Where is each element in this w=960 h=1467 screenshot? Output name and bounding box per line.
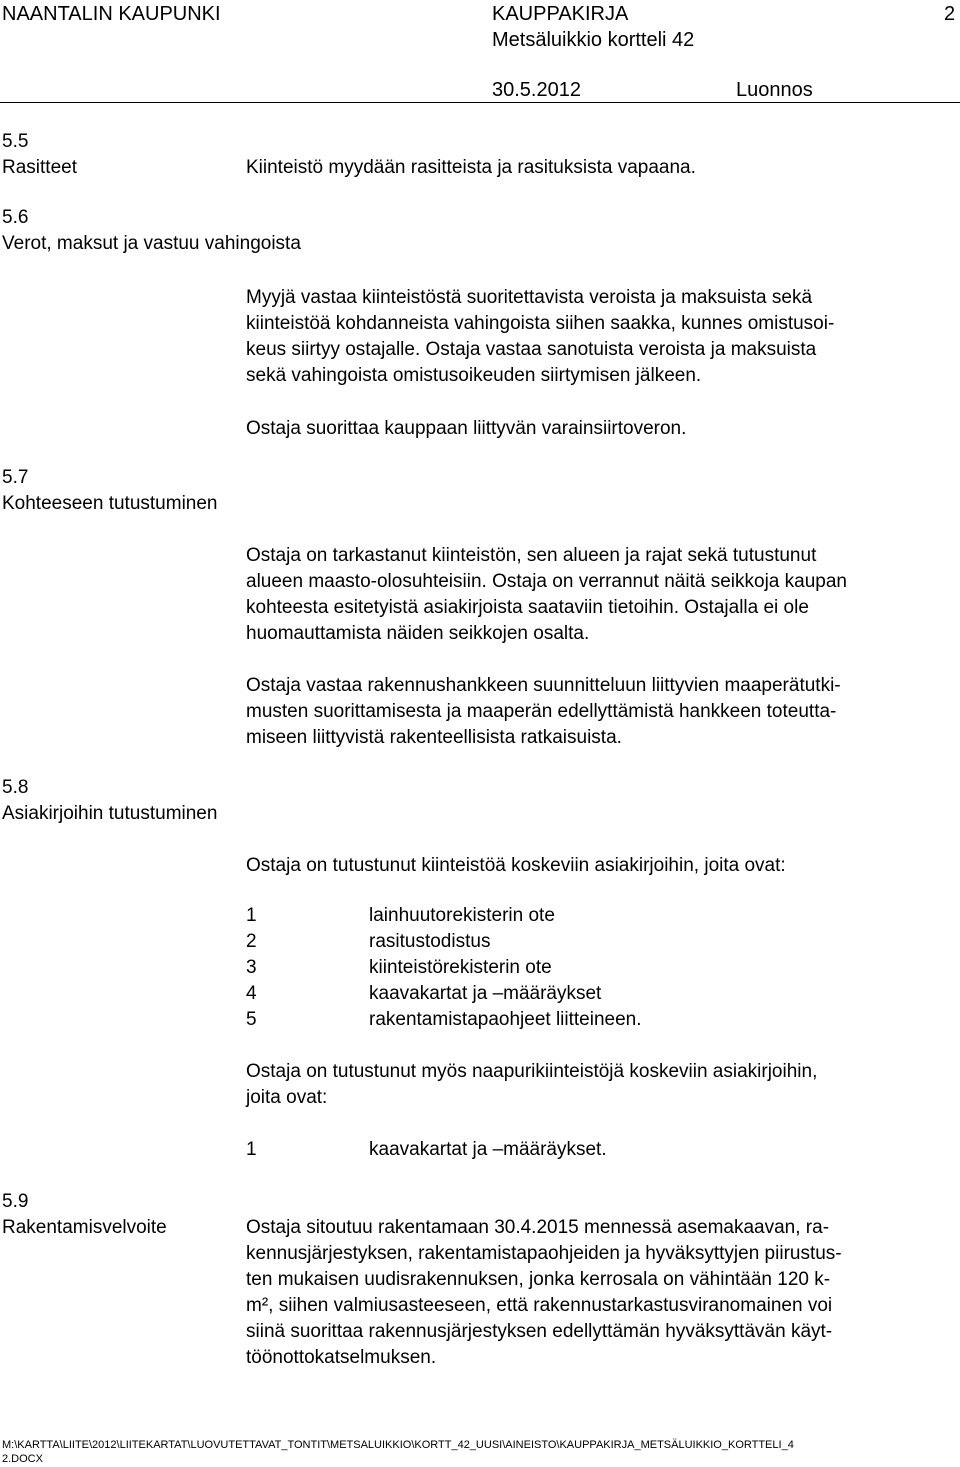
paragraph-line: töönottokatselmuksen.	[246, 1347, 437, 1368]
paragraph-line: alueen maasto-olosuhteisiin. Ostaja on verrannut näitä seikkoja kaupan	[246, 571, 847, 592]
section-5-8-title: Asiakirjoihin tutustuminen	[2, 803, 218, 824]
list-item-text: kiinteistörekisterin ote	[369, 957, 552, 978]
list-item-number: 3	[246, 957, 257, 978]
footer-file-path: M:\KARTTA\LIITE\2012\LIITEKARTAT\LUOVUTETTAVAT_TONTIT\METSALUIKKIO\KORTT_42_UUSI\AINEISTO\KAUPPAKIRJA_METSÄLUIKKIO_KORTTELI_4	[2, 1439, 794, 1451]
header-subtitle: Metsäluikkio kortteli 42	[492, 29, 695, 51]
section-5-7-title: Kohteeseen tutustuminen	[2, 493, 218, 514]
header-date: 30.5.2012	[492, 79, 581, 101]
paragraph-line: kiinteistöä kohdanneista vahingoista siihen saakka, kunnes omistusoi-	[246, 313, 835, 334]
section-5-7-number: 5.7	[2, 467, 29, 488]
paragraph-line: Ostaja sitoutuu rakentamaan 30.4.2015 mennessä asemakaavan, ra-	[246, 1217, 830, 1238]
list-item-number: 4	[246, 983, 257, 1004]
header-page-number: 2	[944, 3, 956, 25]
section-5-8-intro-2	[246, 1059, 817, 1111]
paragraph-line: Ostaja on tarkastanut kiinteistön, sen alueen ja rajat sekä tutustunut	[246, 545, 817, 566]
paragraph-line: sekä vahingoista omistusoikeuden siirtymisen jälkeen.	[246, 365, 702, 386]
list-item-number: 5	[246, 1009, 257, 1030]
section-5-5-text: Kiinteistö myydään rasitteista ja rasituksista vapaana.	[246, 157, 696, 178]
header-doc-type: KAUPPAKIRJA	[492, 3, 629, 25]
section-5-7-paragraph-1	[246, 543, 847, 647]
paragraph-line: siinä suorittaa rakennusjärjestyksen edellyttämän hyväksyttävän käyt-	[246, 1321, 833, 1342]
paragraph-line: joita ovat:	[246, 1087, 328, 1108]
header-org: NAANTALIN KAUPUNKI	[2, 3, 221, 25]
section-5-9-number: 5.9	[2, 1191, 29, 1212]
section-5-6-number: 5.6	[2, 207, 29, 228]
section-5-8-intro: Ostaja on tutustunut kiinteistöä koskeviin asiakirjoihin, joita ovat:	[246, 855, 786, 876]
list-item-text: lainhuutorekisterin ote	[369, 905, 555, 926]
list-item-number: 2	[246, 931, 257, 952]
list-item-text: rasitustodistus	[369, 931, 491, 952]
paragraph-line: musten suorittamisesta ja maaperän edellyttämistä hankkeen toteutta-	[246, 701, 837, 722]
paragraph-line: kohteesta esitetyistä asiakirjoista saataviin tietoihin. Ostajalla ei ole	[246, 597, 809, 618]
list-item-number: 1	[246, 905, 257, 926]
section-5-5-title: Rasitteet	[2, 157, 77, 178]
section-5-6-paragraph-2: Ostaja suorittaa kauppaan liittyvän varainsiirtoveron.	[246, 418, 687, 439]
list-item-number: 1	[246, 1139, 257, 1160]
footer-file-path-continued: 2.DOCX	[2, 1453, 43, 1465]
paragraph-line: ten mukaisen uudisrakennuksen, jonka kerrosala on vähintään 120 k-	[246, 1269, 831, 1290]
paragraph-line: Myyjä vastaa kiinteistöstä suoritettavista veroista ja maksuista sekä	[246, 287, 813, 308]
paragraph-line: m², siihen valmiusasteeseen, että rakennustarkastusviranomainen voi	[246, 1295, 833, 1316]
paragraph-line: huomauttamista näiden seikkojen osalta.	[246, 623, 590, 644]
section-5-5-number: 5.5	[2, 131, 29, 152]
paragraph-line: keus siirtyy ostajalle. Ostaja vastaa sanotuista veroista ja maksuista	[246, 339, 817, 360]
list-item-text: rakentamistapaohjeet liitteineen.	[369, 1009, 642, 1030]
section-5-6-title: Verot, maksut ja vastuu vahingoista	[2, 233, 301, 254]
paragraph-line: kennusjärjestyksen, rakentamistapaohjeiden ja hyväksyttyjen piirustus-	[246, 1243, 842, 1264]
section-5-9-paragraph-1	[246, 1215, 842, 1371]
paragraph-line: Ostaja on tutustunut myös naapurikiinteistöjä koskeviin asiakirjoihin,	[246, 1061, 818, 1082]
section-5-8-number: 5.8	[2, 777, 29, 798]
list-item-text: kaavakartat ja –määräykset	[369, 983, 602, 1004]
section-5-6-paragraph-1	[246, 285, 834, 389]
section-5-7-paragraph-2	[246, 673, 841, 751]
header-status: Luonnos	[736, 79, 813, 101]
header-divider	[0, 102, 960, 103]
paragraph-line: miseen liittyvistä rakenteellisista ratkaisuista.	[246, 727, 622, 748]
paragraph-line: Ostaja vastaa rakennushankkeen suunnitteluun liittyvien maaperätutki-	[246, 675, 841, 696]
list-item-text: kaavakartat ja –määräykset.	[369, 1139, 607, 1160]
section-5-9-title: Rakentamisvelvoite	[2, 1217, 167, 1238]
